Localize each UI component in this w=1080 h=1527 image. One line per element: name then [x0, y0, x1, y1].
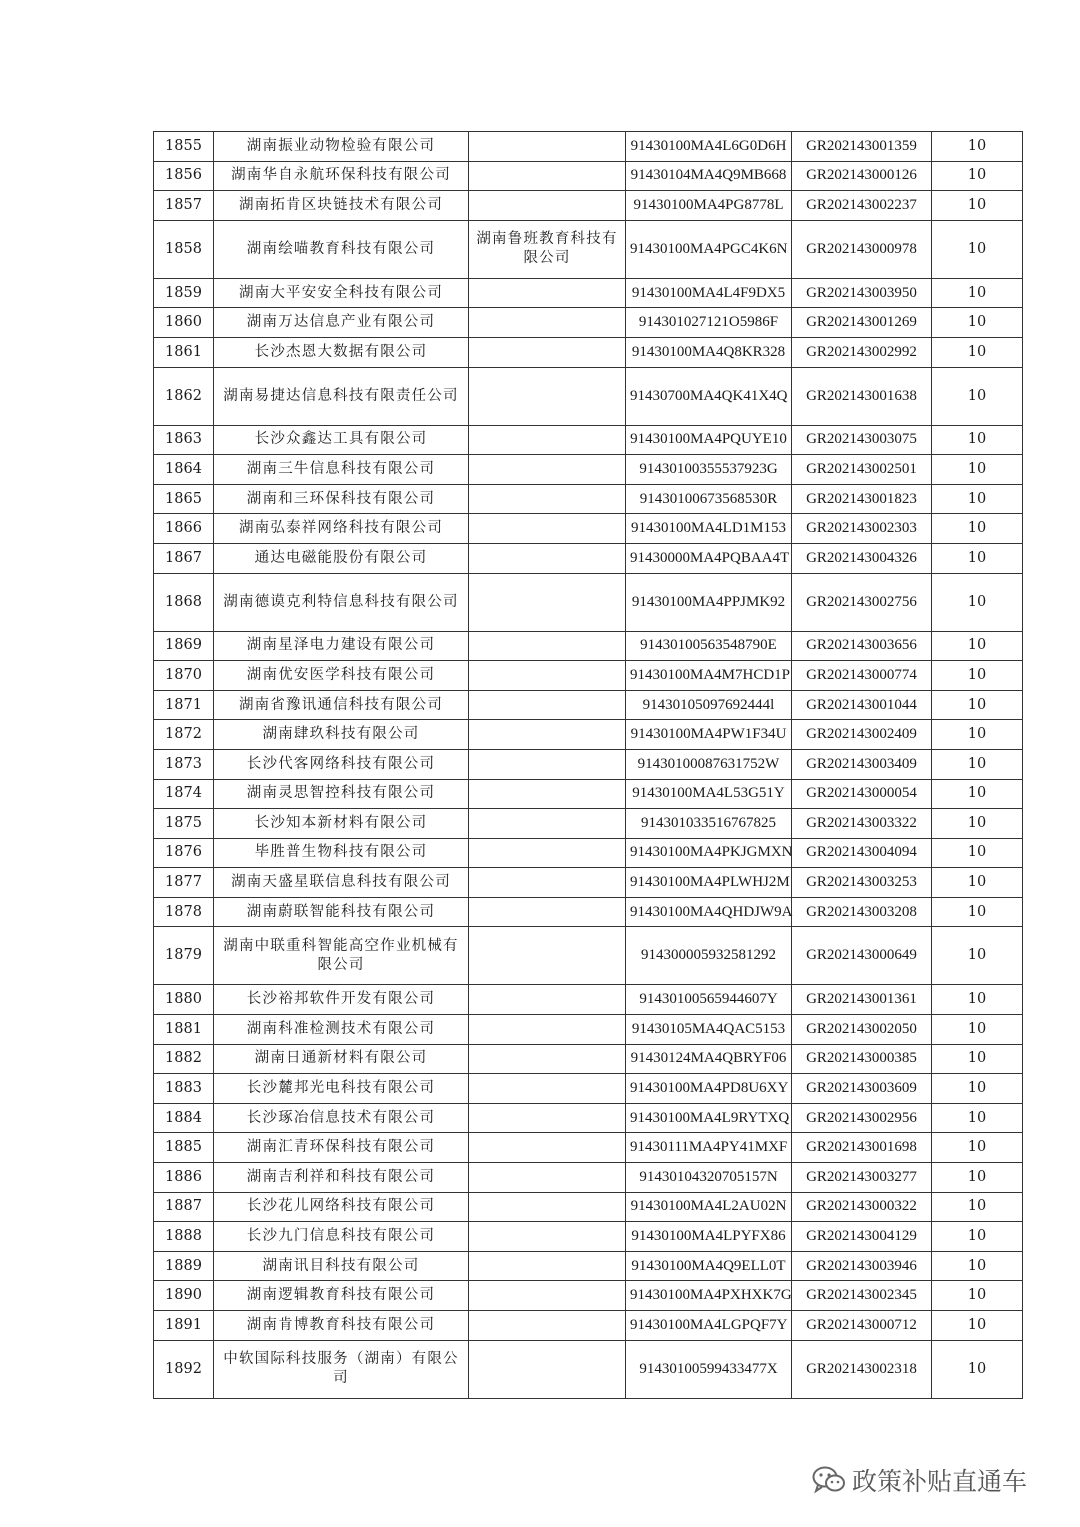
- score-cell: 10: [932, 1281, 1023, 1311]
- former-name-cell: [469, 191, 626, 221]
- company-name-cell: 湖南德谟克利特信息科技有限公司: [214, 573, 469, 631]
- credit-code-cell: 91430100MA4PQUYE10: [626, 425, 792, 455]
- table-row: [154, 191, 1023, 221]
- certificate-number-cell: GR202143003075: [792, 425, 932, 455]
- credit-code-cell: 91430000MA4PQBAA4T: [626, 543, 792, 573]
- credit-code-cell: 914300005932581292: [626, 927, 792, 985]
- table-row: [154, 1044, 1023, 1074]
- company-table: [153, 131, 1023, 1399]
- score-cell: 10: [932, 484, 1023, 514]
- former-name-cell: [469, 690, 626, 720]
- credit-code-cell: 91430100MA4PW1F34U: [626, 720, 792, 750]
- table-row: [154, 661, 1023, 691]
- score-cell: 10: [932, 1133, 1023, 1163]
- company-name-cell: 湖南灵思智控科技有限公司: [214, 779, 469, 809]
- certificate-number-cell: GR202143000126: [792, 161, 932, 191]
- row-number-cell: 1871: [154, 690, 214, 720]
- company-name-cell: 长沙琢冶信息技术有限公司: [214, 1103, 469, 1133]
- row-number-cell: 1857: [154, 191, 214, 221]
- score-cell: 10: [932, 927, 1023, 985]
- row-number-cell: 1858: [154, 220, 214, 278]
- score-cell: 10: [932, 573, 1023, 631]
- company-name-cell: 湖南日通新材料有限公司: [214, 1044, 469, 1074]
- score-cell: 10: [932, 661, 1023, 691]
- row-number-cell: 1863: [154, 425, 214, 455]
- score-cell: 10: [932, 161, 1023, 191]
- score-cell: 10: [932, 278, 1023, 308]
- certificate-number-cell: GR202143001361: [792, 985, 932, 1015]
- score-cell: 10: [932, 809, 1023, 839]
- score-cell: 10: [932, 690, 1023, 720]
- row-number-cell: 1860: [154, 308, 214, 338]
- table-row: [154, 690, 1023, 720]
- row-number-cell: 1856: [154, 161, 214, 191]
- table-row: [154, 1192, 1023, 1222]
- certificate-number-cell: GR202143000054: [792, 779, 932, 809]
- row-number-cell: 1880: [154, 985, 214, 1015]
- company-name-cell: 湖南和三环保科技有限公司: [214, 484, 469, 514]
- certificate-number-cell: GR202143002992: [792, 337, 932, 367]
- row-number-cell: 1888: [154, 1222, 214, 1252]
- former-name-cell: [469, 1311, 626, 1341]
- former-name-cell: [469, 1340, 626, 1398]
- credit-code-cell: 91430104MA4Q9MB668: [626, 161, 792, 191]
- credit-code-cell: 91430100MA4Q8KR328: [626, 337, 792, 367]
- table-row: [154, 1074, 1023, 1104]
- table-row: [154, 720, 1023, 750]
- certificate-number-cell: GR202143002956: [792, 1103, 932, 1133]
- table-row: [154, 838, 1023, 868]
- certificate-number-cell: GR202143002237: [792, 191, 932, 221]
- row-number-cell: 1872: [154, 720, 214, 750]
- certificate-number-cell: GR202143003322: [792, 809, 932, 839]
- table-row: [154, 985, 1023, 1015]
- table-row: [154, 927, 1023, 985]
- former-name-cell: [469, 484, 626, 514]
- certificate-number-cell: GR202143000322: [792, 1192, 932, 1222]
- company-name-cell: 毕胜普生物科技有限公司: [214, 838, 469, 868]
- row-number-cell: 1867: [154, 543, 214, 573]
- former-name-cell: [469, 425, 626, 455]
- table-row: [154, 1133, 1023, 1163]
- company-name-cell: 湖南大平安安全科技有限公司: [214, 278, 469, 308]
- watermark-text: 政策补贴直通车: [852, 1467, 1028, 1496]
- credit-code-cell: 91430100565944607Y: [626, 985, 792, 1015]
- score-cell: 10: [932, 1222, 1023, 1252]
- credit-code-cell: 91430100MA4Q9ELL0T: [626, 1251, 792, 1281]
- certificate-number-cell: GR202143002050: [792, 1015, 932, 1045]
- company-name-cell: 湖南天盛星联信息科技有限公司: [214, 868, 469, 898]
- table-row: [154, 132, 1023, 162]
- row-number-cell: 1887: [154, 1192, 214, 1222]
- credit-code-cell: 91430100MA4LPYFX86: [626, 1222, 792, 1252]
- company-name-cell: 长沙裕邦软件开发有限公司: [214, 985, 469, 1015]
- table-row: [154, 779, 1023, 809]
- certificate-number-cell: GR202143002345: [792, 1281, 932, 1311]
- row-number-cell: 1889: [154, 1251, 214, 1281]
- certificate-number-cell: GR202143001044: [792, 690, 932, 720]
- credit-code-cell: 91430100MA4QHDJW9A: [626, 897, 792, 927]
- score-cell: 10: [932, 425, 1023, 455]
- table-row: [154, 1281, 1023, 1311]
- former-name-cell: [469, 514, 626, 544]
- former-name-cell: 湖南鲁班教育科技有限公司: [469, 220, 626, 278]
- score-cell: 10: [932, 749, 1023, 779]
- credit-code-cell: 91430100087631752W: [626, 749, 792, 779]
- credit-code-cell: 91430100673568530R: [626, 484, 792, 514]
- company-name-cell: 湖南讯目科技有限公司: [214, 1251, 469, 1281]
- wechat-icon: [812, 1465, 846, 1495]
- company-name-cell: 长沙代客网络科技有限公司: [214, 749, 469, 779]
- row-number-cell: 1879: [154, 927, 214, 985]
- company-name-cell: 长沙九门信息科技有限公司: [214, 1222, 469, 1252]
- company-name-cell: 湖南万达信息产业有限公司: [214, 308, 469, 338]
- company-table-body: [154, 132, 1023, 1399]
- row-number-cell: 1865: [154, 484, 214, 514]
- certificate-number-cell: GR202143003950: [792, 278, 932, 308]
- former-name-cell: [469, 809, 626, 839]
- company-name-cell: 湖南优安医学科技有限公司: [214, 661, 469, 691]
- table-row: [154, 1311, 1023, 1341]
- row-number-cell: 1868: [154, 573, 214, 631]
- former-name-cell: [469, 749, 626, 779]
- former-name-cell: [469, 1015, 626, 1045]
- table-row: [154, 278, 1023, 308]
- certificate-number-cell: GR202143001698: [792, 1133, 932, 1163]
- table-row: [154, 1103, 1023, 1133]
- former-name-cell: [469, 897, 626, 927]
- credit-code-cell: 91430111MA4PY41MXF: [626, 1133, 792, 1163]
- certificate-number-cell: GR202143001823: [792, 484, 932, 514]
- table-row: [154, 868, 1023, 898]
- certificate-number-cell: GR202143000774: [792, 661, 932, 691]
- former-name-cell: [469, 779, 626, 809]
- row-number-cell: 1892: [154, 1340, 214, 1398]
- former-name-cell: [469, 1222, 626, 1252]
- row-number-cell: 1883: [154, 1074, 214, 1104]
- company-name-cell: 湖南弘泰祥网络科技有限公司: [214, 514, 469, 544]
- row-number-cell: 1862: [154, 367, 214, 425]
- score-cell: 10: [932, 308, 1023, 338]
- watermark: [812, 1462, 1027, 1498]
- company-name-cell: 通达电磁能股份有限公司: [214, 543, 469, 573]
- credit-code-cell: 914301033516767825: [626, 809, 792, 839]
- certificate-number-cell: GR202143003208: [792, 897, 932, 927]
- former-name-cell: [469, 1044, 626, 1074]
- row-number-cell: 1891: [154, 1311, 214, 1341]
- row-number-cell: 1881: [154, 1015, 214, 1045]
- former-name-cell: [469, 838, 626, 868]
- former-name-cell: [469, 1133, 626, 1163]
- company-name-cell: 湖南逻辑教育科技有限公司: [214, 1281, 469, 1311]
- row-number-cell: 1885: [154, 1133, 214, 1163]
- credit-code-cell: 91430100355537923G: [626, 455, 792, 485]
- table-row: [154, 573, 1023, 631]
- company-name-cell: 湖南拓肯区块链技术有限公司: [214, 191, 469, 221]
- former-name-cell: [469, 308, 626, 338]
- table-row: [154, 1340, 1023, 1398]
- credit-code-cell: 91430100MA4PPJMK92: [626, 573, 792, 631]
- row-number-cell: 1875: [154, 809, 214, 839]
- credit-code-cell: 91430100MA4PD8U6XY: [626, 1074, 792, 1104]
- company-name-cell: 湖南中联重科智能高空作业机械有限公司: [214, 927, 469, 985]
- credit-code-cell: 91430100MA4LGPQF7Y: [626, 1311, 792, 1341]
- score-cell: 10: [932, 514, 1023, 544]
- former-name-cell: [469, 337, 626, 367]
- row-number-cell: 1859: [154, 278, 214, 308]
- score-cell: 10: [932, 1103, 1023, 1133]
- table-row: [154, 1251, 1023, 1281]
- credit-code-cell: 91430100MA4PXHXK7G: [626, 1281, 792, 1311]
- certificate-number-cell: GR202143004094: [792, 838, 932, 868]
- table-row: [154, 337, 1023, 367]
- company-name-cell: 长沙众鑫达工具有限公司: [214, 425, 469, 455]
- score-cell: 10: [932, 1251, 1023, 1281]
- score-cell: 10: [932, 985, 1023, 1015]
- row-number-cell: 1878: [154, 897, 214, 927]
- former-name-cell: [469, 543, 626, 573]
- company-name-cell: 湖南华自永航环保科技有限公司: [214, 161, 469, 191]
- former-name-cell: [469, 278, 626, 308]
- former-name-cell: [469, 1163, 626, 1193]
- score-cell: 10: [932, 191, 1023, 221]
- row-number-cell: 1886: [154, 1163, 214, 1193]
- former-name-cell: [469, 161, 626, 191]
- credit-code-cell: 91430100MA4L6G0D6H: [626, 132, 792, 162]
- row-number-cell: 1877: [154, 868, 214, 898]
- certificate-number-cell: GR202143004129: [792, 1222, 932, 1252]
- score-cell: 10: [932, 779, 1023, 809]
- former-name-cell: [469, 927, 626, 985]
- table-row: [154, 543, 1023, 573]
- credit-code-cell: 91430124MA4QBRYF06: [626, 1044, 792, 1074]
- credit-code-cell: 914301027121O5986F: [626, 308, 792, 338]
- company-name-cell: 湖南科准检测技术有限公司: [214, 1015, 469, 1045]
- certificate-number-cell: GR202143003253: [792, 868, 932, 898]
- table-row: [154, 161, 1023, 191]
- certificate-number-cell: GR202143003409: [792, 749, 932, 779]
- score-cell: 10: [932, 720, 1023, 750]
- certificate-number-cell: GR202143002318: [792, 1340, 932, 1398]
- score-cell: 10: [932, 1192, 1023, 1222]
- score-cell: 10: [932, 1163, 1023, 1193]
- row-number-cell: 1874: [154, 779, 214, 809]
- score-cell: 10: [932, 1044, 1023, 1074]
- score-cell: 10: [932, 631, 1023, 661]
- company-name-cell: 湖南三牛信息科技有限公司: [214, 455, 469, 485]
- certificate-number-cell: GR202143003609: [792, 1074, 932, 1104]
- table-row: [154, 1015, 1023, 1045]
- certificate-number-cell: GR202143003277: [792, 1163, 932, 1193]
- certificate-number-cell: GR202143002756: [792, 573, 932, 631]
- score-cell: 10: [932, 868, 1023, 898]
- former-name-cell: [469, 868, 626, 898]
- credit-code-cell: 91430100MA4PKJGMXN: [626, 838, 792, 868]
- certificate-number-cell: GR202143003946: [792, 1251, 932, 1281]
- credit-code-cell: 91430100MA4LD1M153: [626, 514, 792, 544]
- former-name-cell: [469, 367, 626, 425]
- certificate-number-cell: GR202143002409: [792, 720, 932, 750]
- table-row: [154, 514, 1023, 544]
- company-name-cell: 湖南易捷达信息科技有限责任公司: [214, 367, 469, 425]
- score-cell: 10: [932, 337, 1023, 367]
- company-name-cell: 中软国际科技服务（湖南）有限公司: [214, 1340, 469, 1398]
- score-cell: 10: [932, 543, 1023, 573]
- row-number-cell: 1864: [154, 455, 214, 485]
- score-cell: 10: [932, 1074, 1023, 1104]
- certificate-number-cell: GR202143001638: [792, 367, 932, 425]
- score-cell: 10: [932, 897, 1023, 927]
- company-name-cell: 湖南星泽电力建设有限公司: [214, 631, 469, 661]
- row-number-cell: 1861: [154, 337, 214, 367]
- table-row: [154, 425, 1023, 455]
- credit-code-cell: 91430100MA4L9RYTXQ: [626, 1103, 792, 1133]
- company-name-cell: 长沙麓邦光电科技有限公司: [214, 1074, 469, 1104]
- score-cell: 10: [932, 1311, 1023, 1341]
- company-name-cell: 长沙知本新材料有限公司: [214, 809, 469, 839]
- score-cell: 10: [932, 455, 1023, 485]
- credit-code-cell: 91430100MA4L2AU02N: [626, 1192, 792, 1222]
- score-cell: 10: [932, 132, 1023, 162]
- credit-code-cell: 91430700MA4QK41X4Q: [626, 367, 792, 425]
- row-number-cell: 1870: [154, 661, 214, 691]
- company-table-container: [153, 131, 1022, 1399]
- table-row: [154, 367, 1023, 425]
- score-cell: 10: [932, 1015, 1023, 1045]
- table-row: [154, 897, 1023, 927]
- certificate-number-cell: GR202143000649: [792, 927, 932, 985]
- table-row: [154, 455, 1023, 485]
- row-number-cell: 1884: [154, 1103, 214, 1133]
- certificate-number-cell: GR202143001359: [792, 132, 932, 162]
- table-row: [154, 1222, 1023, 1252]
- credit-code-cell: 91430100MA4PG8778L: [626, 191, 792, 221]
- former-name-cell: [469, 631, 626, 661]
- credit-code-cell: 91430105MA4QAC5153: [626, 1015, 792, 1045]
- company-name-cell: 湖南省豫讯通信科技有限公司: [214, 690, 469, 720]
- credit-code-cell: 91430100MA4PLWHJ2M: [626, 868, 792, 898]
- table-row: [154, 1163, 1023, 1193]
- credit-code-cell: 91430100563548790E: [626, 631, 792, 661]
- credit-code-cell: 91430100MA4L53G51Y: [626, 779, 792, 809]
- row-number-cell: 1866: [154, 514, 214, 544]
- certificate-number-cell: GR202143003656: [792, 631, 932, 661]
- company-name-cell: 湖南肆玖科技有限公司: [214, 720, 469, 750]
- table-row: [154, 220, 1023, 278]
- company-name-cell: 湖南绘喵教育科技有限公司: [214, 220, 469, 278]
- company-name-cell: 湖南吉利祥和科技有限公司: [214, 1163, 469, 1193]
- former-name-cell: [469, 455, 626, 485]
- company-name-cell: 长沙花儿网络科技有限公司: [214, 1192, 469, 1222]
- company-name-cell: 长沙杰恩大数据有限公司: [214, 337, 469, 367]
- credit-code-cell: 91430104320705157N: [626, 1163, 792, 1193]
- row-number-cell: 1876: [154, 838, 214, 868]
- score-cell: 10: [932, 838, 1023, 868]
- former-name-cell: [469, 1103, 626, 1133]
- row-number-cell: 1890: [154, 1281, 214, 1311]
- row-number-cell: 1869: [154, 631, 214, 661]
- row-number-cell: 1855: [154, 132, 214, 162]
- company-name-cell: 湖南肯博教育科技有限公司: [214, 1311, 469, 1341]
- credit-code-cell: 91430100MA4PGC4K6N: [626, 220, 792, 278]
- table-row: [154, 484, 1023, 514]
- score-cell: 10: [932, 1340, 1023, 1398]
- table-row: [154, 308, 1023, 338]
- score-cell: 10: [932, 220, 1023, 278]
- table-row: [154, 631, 1023, 661]
- company-name-cell: 湖南蔚联智能科技有限公司: [214, 897, 469, 927]
- certificate-number-cell: GR202143002303: [792, 514, 932, 544]
- credit-code-cell: 91430100MA4L4F9DX5: [626, 278, 792, 308]
- row-number-cell: 1882: [154, 1044, 214, 1074]
- certificate-number-cell: GR202143000978: [792, 220, 932, 278]
- certificate-number-cell: GR202143002501: [792, 455, 932, 485]
- former-name-cell: [469, 573, 626, 631]
- credit-code-cell: 91430100MA4M7HCD1P: [626, 661, 792, 691]
- score-cell: 10: [932, 367, 1023, 425]
- table-row: [154, 809, 1023, 839]
- company-name-cell: 湖南振业动物检验有限公司: [214, 132, 469, 162]
- certificate-number-cell: GR202143000712: [792, 1311, 932, 1341]
- former-name-cell: [469, 720, 626, 750]
- table-row: [154, 749, 1023, 779]
- credit-code-cell: 91430100599433477X: [626, 1340, 792, 1398]
- company-name-cell: 湖南汇青环保科技有限公司: [214, 1133, 469, 1163]
- former-name-cell: [469, 132, 626, 162]
- row-number-cell: 1873: [154, 749, 214, 779]
- former-name-cell: [469, 1192, 626, 1222]
- former-name-cell: [469, 985, 626, 1015]
- credit-code-cell: 91430105097692444l: [626, 690, 792, 720]
- certificate-number-cell: GR202143001269: [792, 308, 932, 338]
- former-name-cell: [469, 1251, 626, 1281]
- certificate-number-cell: GR202143000385: [792, 1044, 932, 1074]
- certificate-number-cell: GR202143004326: [792, 543, 932, 573]
- former-name-cell: [469, 661, 626, 691]
- former-name-cell: [469, 1074, 626, 1104]
- former-name-cell: [469, 1281, 626, 1311]
